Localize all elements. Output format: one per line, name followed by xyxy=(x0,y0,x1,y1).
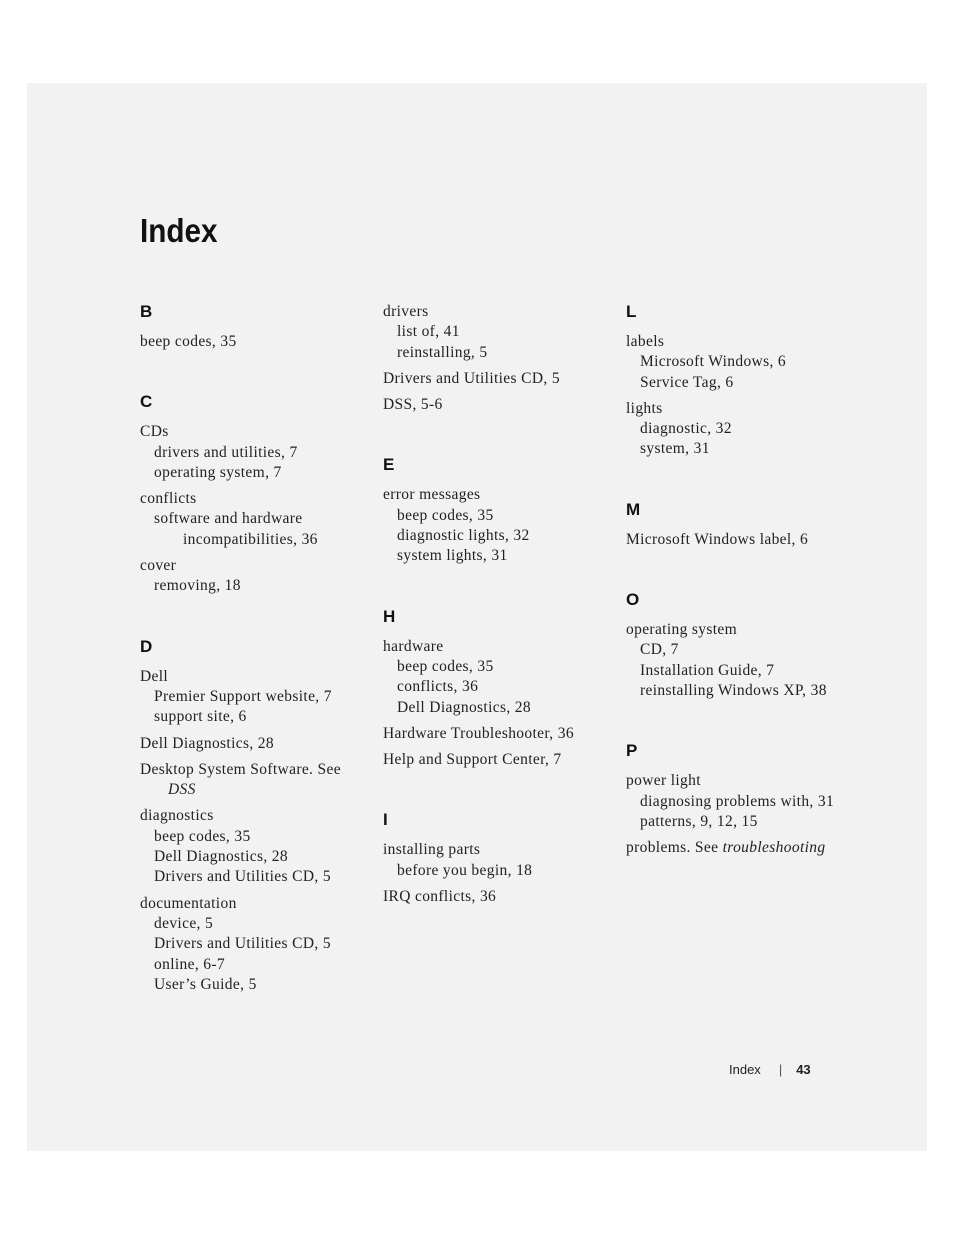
section-letter: D xyxy=(140,636,153,656)
entry-subterm: Service Tag, 6 xyxy=(640,373,734,391)
index-entry xyxy=(626,332,851,393)
index-entry xyxy=(383,724,608,744)
entry-term: Help and Support Center, 7 xyxy=(383,751,562,769)
entry-term: Dell xyxy=(140,667,169,685)
index-entry xyxy=(140,422,365,483)
entry-subterm: support site, 6 xyxy=(154,708,247,726)
entry-term: cover xyxy=(140,557,177,575)
entry-subterm: diagnosing problems with, 31 xyxy=(640,792,835,810)
entry-see-reference: DSS xyxy=(168,781,196,799)
index-entry xyxy=(140,894,365,995)
entry-term: Microsoft Windows label, 6 xyxy=(626,530,809,548)
index-entry xyxy=(140,760,365,801)
section-letter: E xyxy=(383,455,395,475)
entry-subterm: beep codes, 35 xyxy=(397,657,494,675)
entry-subterm: before you begin, 18 xyxy=(397,861,533,879)
entry-subterm: beep codes, 35 xyxy=(397,506,494,524)
index-entry xyxy=(140,667,365,728)
index-entry xyxy=(383,395,608,415)
section-letter: L xyxy=(626,302,637,321)
index-entry xyxy=(626,530,851,550)
index-entry xyxy=(626,838,851,858)
entry-term: Drivers and Utilities CD, 5 xyxy=(383,369,560,387)
entry-subterm: Drivers and Utilities CD, 5 xyxy=(154,935,331,953)
index-column-2 xyxy=(383,302,608,947)
index-section-o xyxy=(626,590,851,701)
entry-term: lights xyxy=(626,399,663,417)
entry-subterm: removing, 18 xyxy=(154,577,241,595)
index-entry xyxy=(383,637,608,718)
entry-subterm: Microsoft Windows, 6 xyxy=(640,353,787,371)
index-entry xyxy=(626,620,851,701)
index-section-c xyxy=(140,392,365,596)
index-entry xyxy=(140,489,365,550)
entry-term: DSS, 5-6 xyxy=(383,396,443,414)
entry-term-text: problems. See xyxy=(626,839,719,857)
index-entry xyxy=(140,332,365,352)
entry-term: operating system xyxy=(626,621,738,639)
entry-subterm: device, 5 xyxy=(154,914,214,932)
index-section-l xyxy=(626,302,851,460)
index-entry xyxy=(626,771,851,832)
entry-subterm: Dell Diagnostics, 28 xyxy=(397,698,531,716)
entry-term: IRQ conflicts, 36 xyxy=(383,888,497,906)
index-entry xyxy=(383,750,608,770)
page-number: 43 xyxy=(796,1062,811,1077)
entry-subterm: reinstalling Windows XP, 38 xyxy=(640,681,827,699)
entry-subterm-continued: incompatibilities, 36 xyxy=(183,530,318,548)
index-section-d xyxy=(140,637,365,995)
index-entry xyxy=(383,887,608,907)
index-entry xyxy=(140,556,365,597)
index-section-b xyxy=(140,302,365,352)
section-letter: M xyxy=(626,499,641,519)
index-entry xyxy=(140,806,365,887)
index-entry xyxy=(140,734,365,754)
page-footer xyxy=(729,1062,811,1077)
entry-term: Dell Diagnostics, 28 xyxy=(140,734,274,752)
entry-subterm: online, 6-7 xyxy=(154,955,226,973)
entry-subterm: beep codes, 35 xyxy=(154,827,251,845)
index-section-p xyxy=(626,741,851,858)
footer-label: Index xyxy=(729,1062,761,1077)
index-entry xyxy=(626,399,851,460)
entry-subterm: system lights, 31 xyxy=(397,547,508,565)
entry-subterm: operating system, 7 xyxy=(154,463,282,481)
section-letter: H xyxy=(383,606,396,626)
entry-subterm: Premier Support website, 7 xyxy=(154,687,332,705)
entry-term: Hardware Troubleshooter, 36 xyxy=(383,724,574,742)
entry-term: documentation xyxy=(140,894,237,912)
entry-subterm: conflicts, 36 xyxy=(397,678,479,696)
entry-subterm: Drivers and Utilities CD, 5 xyxy=(154,868,331,886)
footer-separator: | xyxy=(778,1062,783,1077)
index-section-m xyxy=(626,500,851,550)
index-section-h xyxy=(383,607,608,771)
entry-subterm: patterns, 9, 12, 15 xyxy=(640,812,758,830)
index-entry xyxy=(383,302,608,363)
section-letter: O xyxy=(626,590,640,610)
entry-term: diagnostics xyxy=(140,807,214,825)
entry-term: labels xyxy=(626,333,665,350)
index-entry xyxy=(383,369,608,389)
entry-term: Desktop System Software. See xyxy=(140,760,341,778)
entry-term: CDs xyxy=(140,423,169,441)
entry-subterm: reinstalling, 5 xyxy=(397,343,488,361)
entry-see-reference: troubleshooting xyxy=(722,839,826,857)
entry-subterm: Dell Diagnostics, 28 xyxy=(154,848,288,866)
entry-subterm: Installation Guide, 7 xyxy=(640,661,775,679)
entry-term: error messages xyxy=(383,486,481,504)
index-entry xyxy=(383,840,608,881)
section-letter: C xyxy=(140,392,153,412)
index-column-3 xyxy=(626,302,851,898)
section-letter: P xyxy=(626,741,638,761)
section-letter: B xyxy=(140,302,153,321)
index-section-e xyxy=(383,455,608,566)
entry-subterm: diagnostic, 32 xyxy=(640,420,732,438)
index-section-d-continued xyxy=(383,302,608,415)
index-section-i xyxy=(383,810,608,907)
index-column-1 xyxy=(140,302,365,1035)
entry-term: conflicts xyxy=(140,490,197,508)
entry-term xyxy=(626,838,851,858)
section-letter: I xyxy=(383,810,388,830)
entry-subterm: CD, 7 xyxy=(640,641,679,659)
entry-term: beep codes, 35 xyxy=(140,333,237,350)
entry-term: hardware xyxy=(383,637,444,655)
entry-subterm: software and hardware xyxy=(154,510,303,528)
entry-term: power light xyxy=(626,772,701,790)
entry-subterm: system, 31 xyxy=(640,440,710,458)
entry-subterm: User’s Guide, 5 xyxy=(154,975,257,993)
entry-subterm: diagnostic lights, 32 xyxy=(397,527,530,545)
entry-subterm: list of, 41 xyxy=(397,323,460,341)
entry-term: drivers xyxy=(383,303,429,320)
index-entry xyxy=(383,485,608,566)
entry-subterm: drivers and utilities, 7 xyxy=(154,443,298,461)
page-title: Index xyxy=(140,212,218,249)
entry-term: installing parts xyxy=(383,841,481,859)
